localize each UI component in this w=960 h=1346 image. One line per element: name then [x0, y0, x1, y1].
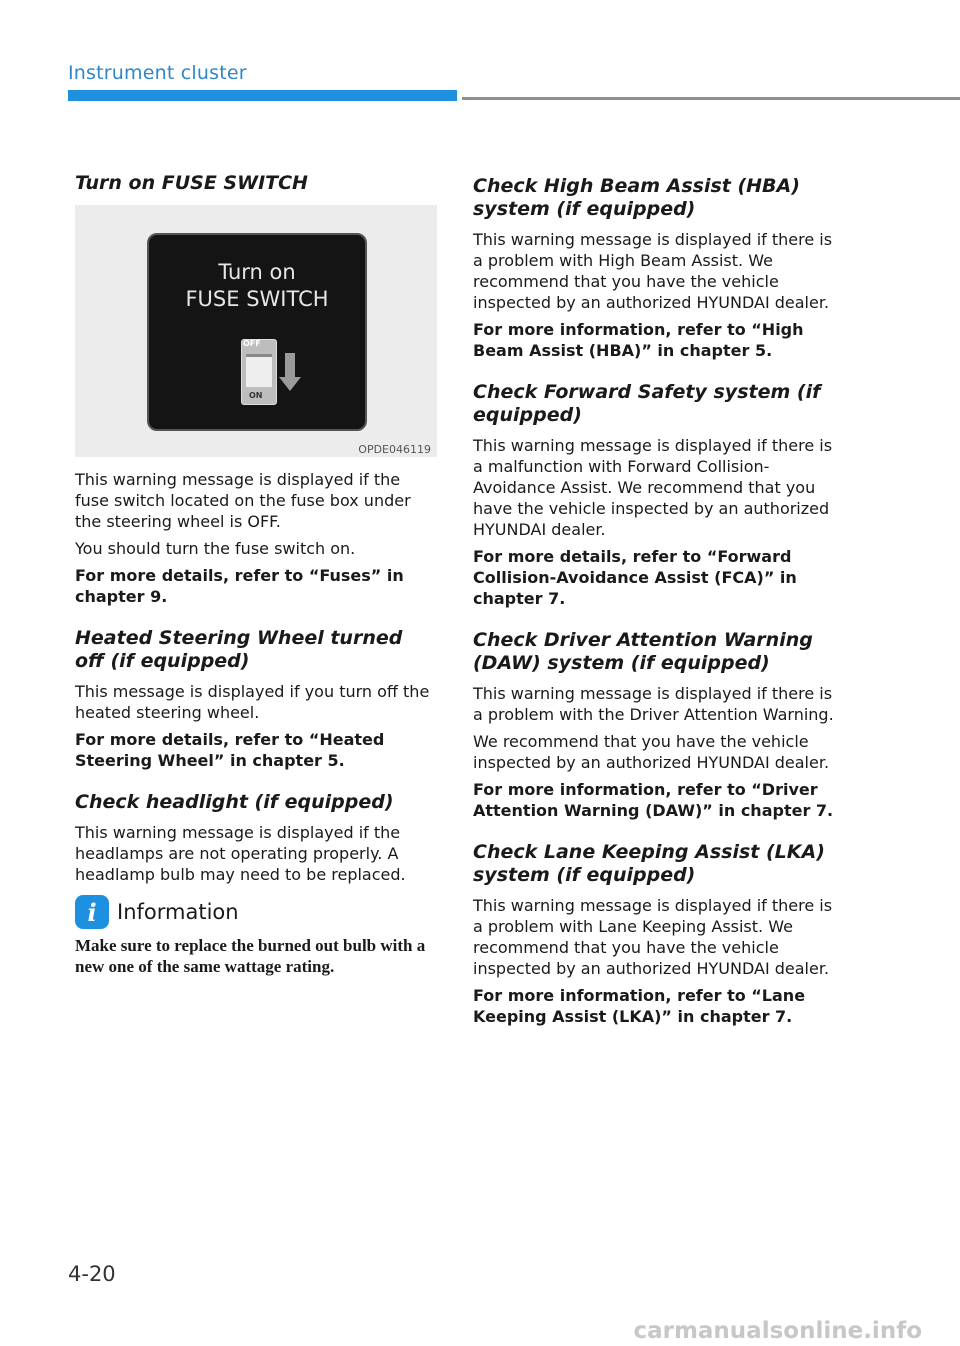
reference-note: For more details, refer to “Heated Steering Wheel” in chapter 5. [75, 730, 385, 770]
heading-heated-steering: Heated Steering Wheel turned off (if equipped) [75, 627, 403, 672]
reference-note: For more information, refer to “Lane Keeping Assist (LKA)” in chapter 7. [473, 986, 806, 1026]
heading-daw: Check Driver Attention Warning (DAW) system (if equipped) [473, 629, 813, 674]
heading-forward-safety: Check Forward Safety system (if equipped) [473, 381, 821, 426]
paragraph: This warning message is displayed if the headlamps are not operating properly. A headlamp bulb may need to be replaced. [75, 823, 406, 884]
heading-check-headlight: Check headlight (if equipped) [75, 791, 394, 813]
heading-lka: Check Lane Keeping Assist (LKA) system (if equipped) [473, 841, 825, 886]
paragraph: This warning message is displayed if the fuse switch located on the fuse box under the steering wheel is OFF. [75, 470, 411, 531]
heading-fuse-switch: Turn on FUSE SWITCH [75, 172, 308, 194]
paragraph: This message is displayed if you turn off the heated steering wheel. [75, 682, 430, 722]
heading-hba: Check High Beam Assist (HBA) system (if equipped) [473, 175, 800, 220]
switch-off-label: OFF [243, 339, 261, 348]
reference-note: For more information, refer to “High Beam Assist (HBA)” in chapter 5. [473, 320, 804, 360]
paragraph: This warning message is displayed if there is a problem with the Driver Attention Warning. [473, 684, 834, 724]
display-text-line1: Turn on [218, 260, 296, 284]
paragraph: You should turn the fuse switch on. [75, 539, 356, 558]
fuse-switch-figure [75, 205, 437, 457]
arrow-down-icon [285, 353, 295, 379]
switch-knob [246, 354, 272, 387]
display-text-line2: FUSE SWITCH [185, 287, 329, 311]
paragraph: This warning message is displayed if there is a problem with High Beam Assist. We recommend that you have the vehicle inspected by an authorized HYUNDAI dealer. [473, 230, 833, 312]
paragraph: We recommend that you have the vehicle inspected by an authorized HYUNDAI dealer. [473, 732, 830, 772]
paragraph: This warning message is displayed if there is a problem with Lane Keeping Assist. We recommend that you have the vehicle inspected by an authorized HYUNDAI dealer. [473, 896, 833, 978]
figure-code: OPDE046119 [358, 443, 431, 456]
watermark: carmanualsonline.info [633, 1318, 922, 1344]
header-accent-bar [68, 90, 457, 101]
header-divider-line [462, 97, 960, 100]
page-number: 4-20 [68, 1262, 116, 1286]
info-text: Make sure to replace the burned out bulb with a new one of the same wattage rating. [75, 936, 426, 976]
info-icon: i [75, 895, 109, 929]
switch-on-label: ON [249, 391, 263, 400]
information-box [75, 895, 437, 977]
cluster-display [147, 233, 367, 431]
reference-note: For more details, refer to “Fuses” in chapter 9. [75, 566, 404, 606]
left-column [75, 172, 437, 977]
arrow-head [279, 377, 301, 391]
reference-note: For more details, refer to “Forward Collision-Avoidance Assist (FCA)” in chapter 7. [473, 547, 797, 608]
right-column [473, 175, 835, 1033]
section-header-title: Instrument cluster [68, 62, 247, 84]
info-title: Information [117, 900, 239, 924]
paragraph: This warning message is displayed if there is a malfunction with Forward Collision-Avoidance Assist. We recommend that you have the vehicle inspected by an authorized HYUNDAI dealer. [473, 436, 833, 539]
reference-note: For more information, refer to “Driver Attention Warning (DAW)” in chapter 7. [473, 780, 834, 820]
